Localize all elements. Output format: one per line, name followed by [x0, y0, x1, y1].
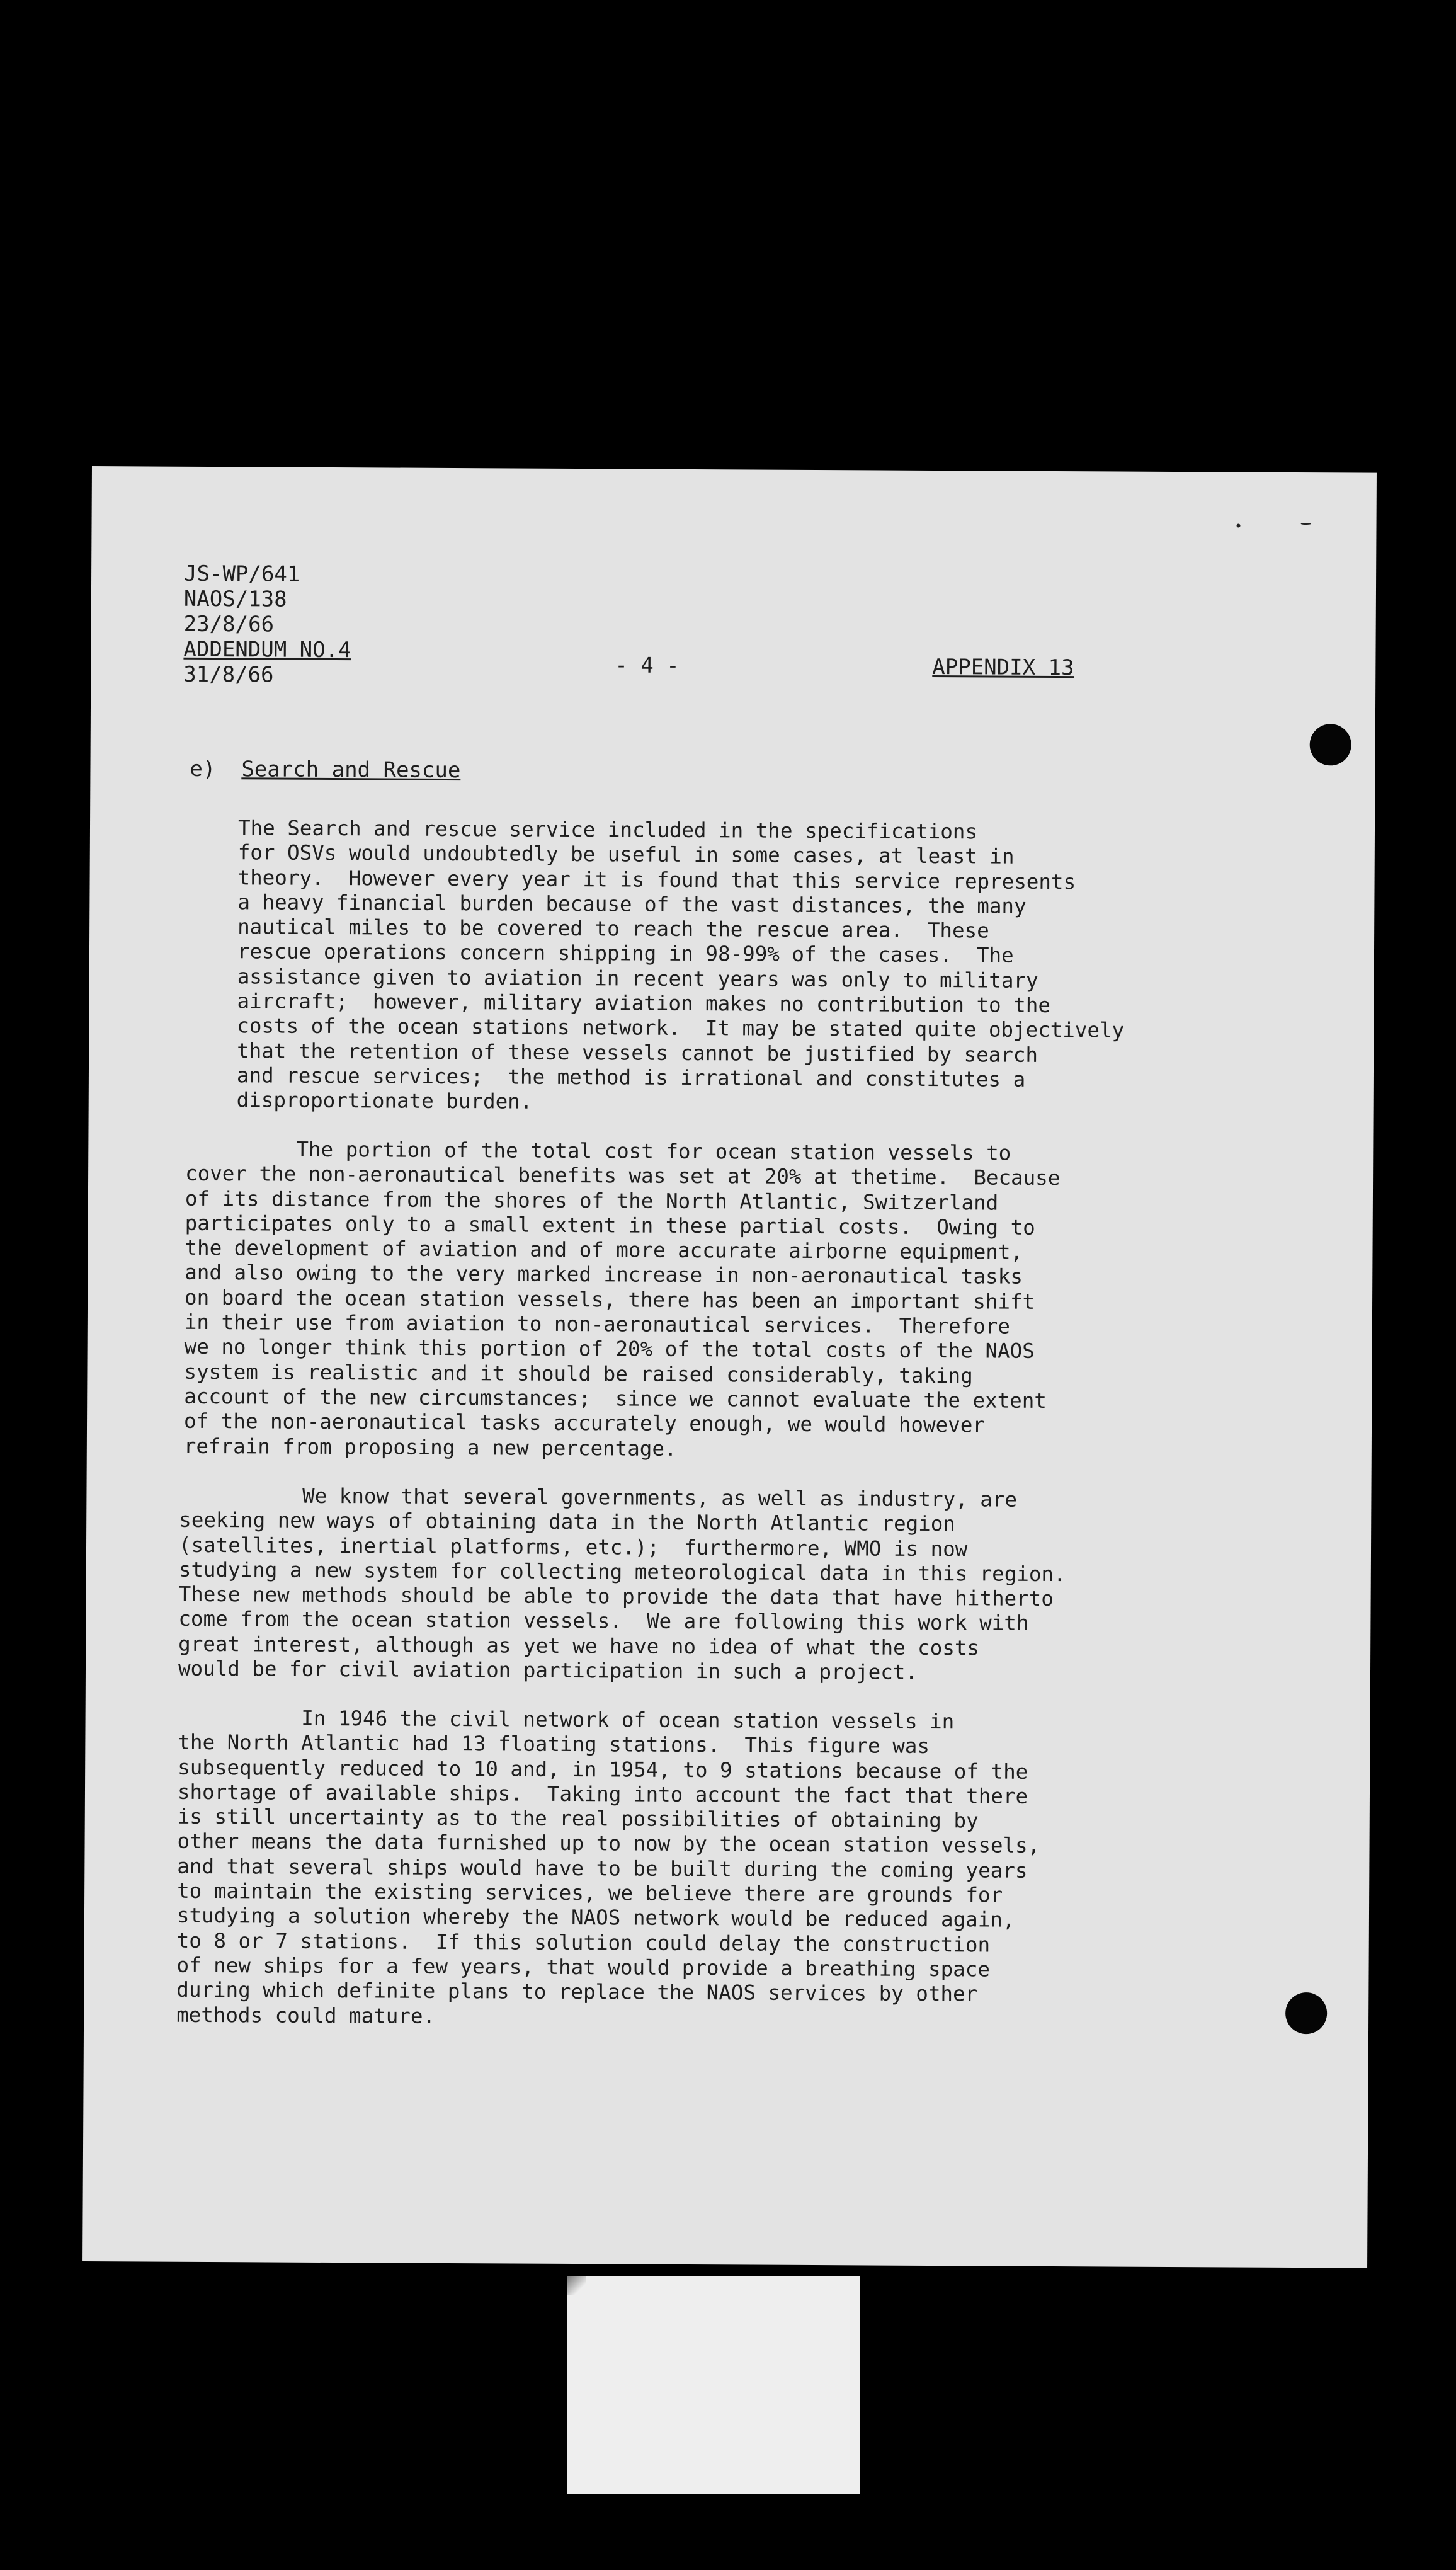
paragraph: The Search and rescue service included in the specifications for OSVs would undoubtedly be useful in some cases, at least in theory. However every year it is found that this service represents a heavy financial burden because of the vast distances, the many nautical miles to be covered to reach the rescue area. These rescue operations concern shipping in 98-99% of the cases. The assistance given to aviation in recent years was only to military aircraft; however, military aviation makes no contribution to the costs of the ocean stations network. It may be stated quite objectively that the retention of these vessels cannot be justified by search and rescue services; the method is irrational and constitutes a disproportionate burden.: [236, 816, 1125, 1114]
reference-line: NAOS/138: [183, 586, 287, 612]
reference-line: 31/8/66: [183, 661, 274, 688]
page-number: - 4 -: [615, 653, 680, 678]
reference-line: 23/8/66: [183, 611, 275, 637]
section-heading: [190, 757, 460, 783]
reference-line: ADDENDUM NO.4: [183, 636, 351, 663]
ink-speck: [1237, 524, 1241, 528]
section-title: Search and Rescue: [241, 757, 461, 784]
paragraph: We know that several governments, as well as industry, are seeking new ways of obtaining data in the North Atlantic region (satellites, inertial platforms, etc.); furthermore, WMO is now studying a new system for collecting meteorological data in this region. These new methods should be able to provide the data that have hitherto come from the ocean station vessels. We are following this work with great interest, although as yet we have no idea of what the costs would be for civil aviation participation in such a project.: [178, 1483, 1066, 1684]
reference-block: [183, 561, 351, 688]
blank-slip: [567, 2276, 860, 2494]
paragraph: In 1946 the civil network of ocean station vessels in the North Atlantic had 13 floating stations. This figure was subsequently reduced to 10 and, in 1954, to 9 stations because of the shortage of available ships. Taking into account the fact that there is still uncertainty as to the real possibilities of obtaining by other means the data furnished up to now by the ocean station vessels, and that several ships would have to be built during the coming years to maintain the existing services, we believe there are grounds for studying a solution whereby the NAOS network would be reduced again, to 8 or 7 stations. If this solution could delay the construction of new ships for a few years, that would provide a breathing space during which definite plans to replace the NAOS services by other methods could mature.: [176, 1705, 1040, 2028]
punch-hole: [1310, 724, 1351, 765]
appendix-label: APPENDIX 13: [932, 654, 1074, 681]
paragraph: The portion of the total cost for ocean station vessels to cover the non-aeronautical benefits was set at 20% at thetime. Because of its distance from the shores of the North Atlantic, Switzerland participates only to a small extent in these partial costs. Owing to the development of aviation and of more accurate airborne equipment, and also owing to the very marked increase in non-aeronautical tasks on board the ocean station vessels, there has been an important shift in their use from aviation to non-aeronautical services. Therefore we no longer think this portion of 20% of the total costs of the NAOS system is realistic and it should be raised considerably, taking account of the new circumstances; since we cannot evaluate the extent of the non-aeronautical tasks accurately enough, we would however refrain from proposing a new percentage.: [183, 1136, 1061, 1461]
reference-line: JS-WP/641: [184, 561, 300, 587]
document-page: [82, 466, 1377, 2268]
punch-hole: [1285, 1992, 1327, 2034]
section-label: e): [190, 756, 216, 782]
slip-fold: [567, 2276, 586, 2295]
ink-speck: [1301, 523, 1311, 525]
